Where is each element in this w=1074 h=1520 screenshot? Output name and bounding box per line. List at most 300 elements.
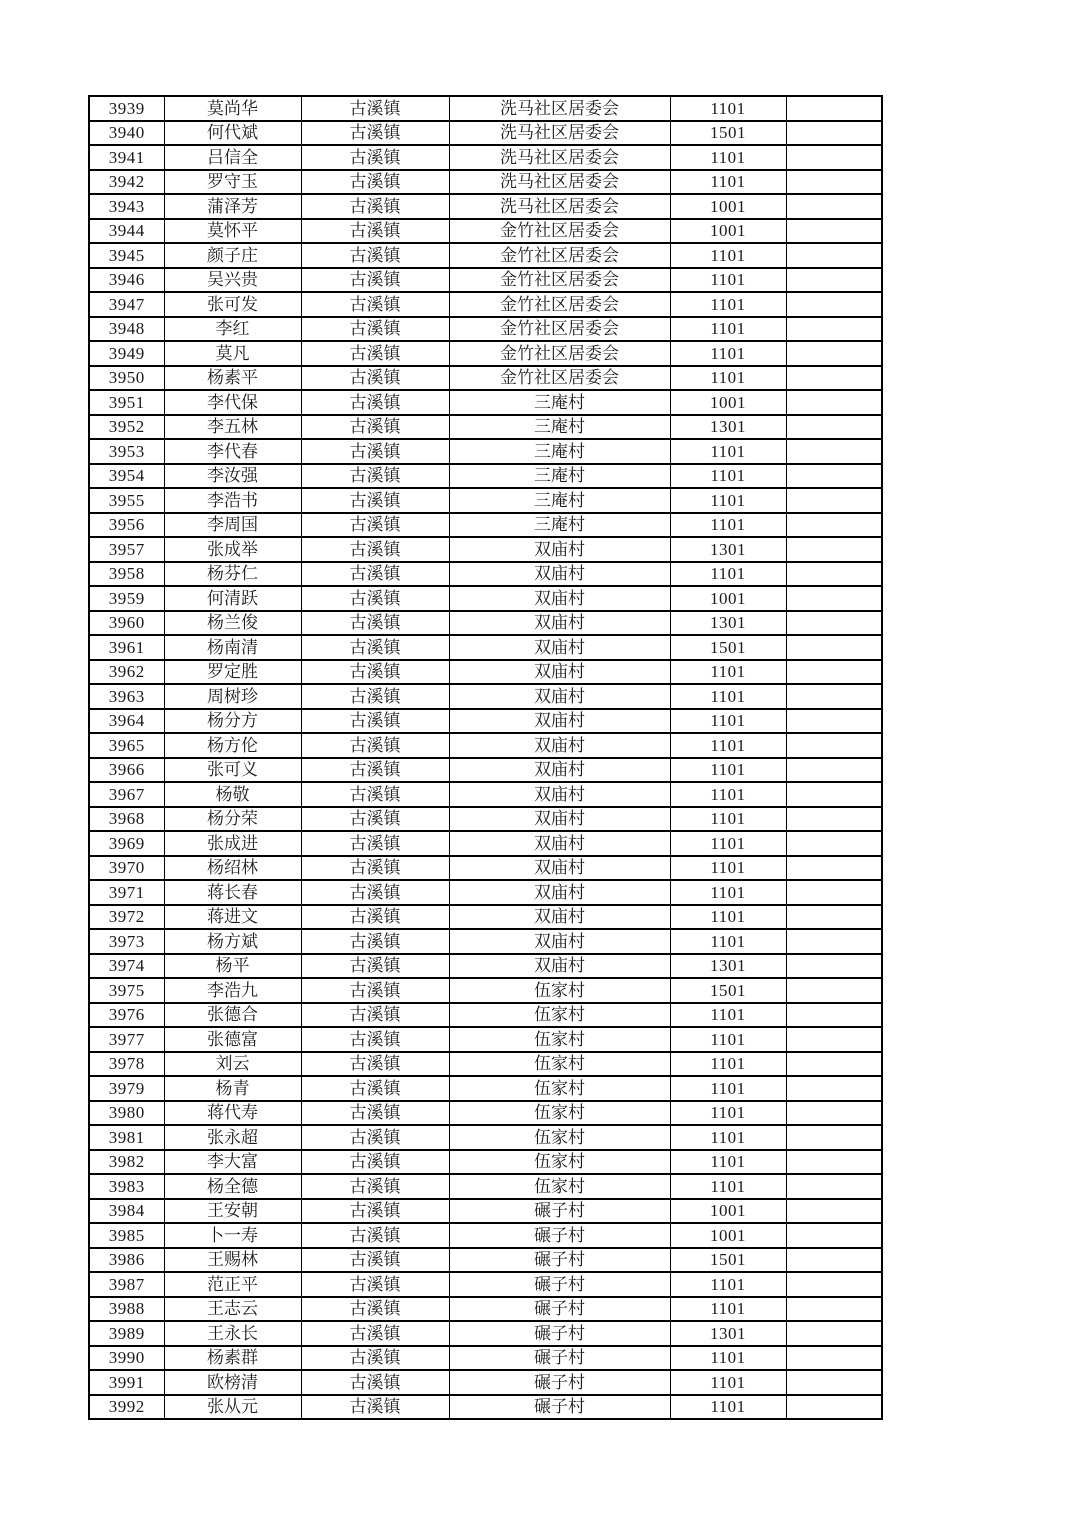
cell-serial: 3985 [89, 1223, 164, 1248]
cell-town: 古溪镇 [301, 219, 449, 244]
cell-code: 1101 [670, 831, 786, 856]
cell-village: 双庙村 [449, 782, 670, 807]
cell-serial: 3989 [89, 1321, 164, 1346]
cell-town: 古溪镇 [301, 1101, 449, 1126]
cell-code: 1101 [670, 1174, 786, 1199]
cell-serial: 3959 [89, 586, 164, 611]
cell-code: 1101 [670, 96, 786, 121]
cell-village: 金竹社区居委会 [449, 317, 670, 342]
cell-serial: 3947 [89, 292, 164, 317]
cell-town: 古溪镇 [301, 390, 449, 415]
cell-name: 李浩九 [164, 978, 301, 1003]
cell-village: 三庵村 [449, 390, 670, 415]
cell-remark [786, 611, 882, 636]
table-row [89, 219, 882, 244]
cell-village: 三庵村 [449, 488, 670, 513]
cell-town: 古溪镇 [301, 807, 449, 832]
cell-town: 古溪镇 [301, 856, 449, 881]
cell-town: 古溪镇 [301, 611, 449, 636]
cell-serial: 3963 [89, 684, 164, 709]
cell-code: 1301 [670, 415, 786, 440]
cell-remark [786, 1076, 882, 1101]
cell-town: 古溪镇 [301, 1321, 449, 1346]
cell-serial: 3946 [89, 268, 164, 293]
cell-remark [786, 194, 882, 219]
table-row [89, 1003, 882, 1028]
cell-town: 古溪镇 [301, 121, 449, 146]
cell-code: 1101 [670, 1101, 786, 1126]
cell-code: 1101 [670, 1052, 786, 1077]
cell-village: 双庙村 [449, 880, 670, 905]
cell-remark [786, 317, 882, 342]
cell-village: 双庙村 [449, 856, 670, 881]
cell-code: 1301 [670, 611, 786, 636]
cell-remark [786, 1125, 882, 1150]
cell-code: 1101 [670, 1297, 786, 1322]
cell-code: 1001 [670, 194, 786, 219]
cell-serial: 3949 [89, 341, 164, 366]
cell-village: 双庙村 [449, 733, 670, 758]
cell-name: 蒋进文 [164, 905, 301, 930]
cell-code: 1101 [670, 464, 786, 489]
cell-town: 古溪镇 [301, 1076, 449, 1101]
cell-remark [786, 831, 882, 856]
cell-serial: 3968 [89, 807, 164, 832]
cell-serial: 3982 [89, 1150, 164, 1175]
cell-village: 双庙村 [449, 660, 670, 685]
cell-village: 洗马社区居委会 [449, 170, 670, 195]
cell-serial: 3971 [89, 880, 164, 905]
cell-name: 何代斌 [164, 121, 301, 146]
cell-village: 洗马社区居委会 [449, 96, 670, 121]
cell-name: 罗守玉 [164, 170, 301, 195]
cell-code: 1501 [670, 635, 786, 660]
table-row [89, 1125, 882, 1150]
cell-code: 1501 [670, 978, 786, 1003]
table-row [89, 268, 882, 293]
cell-town: 古溪镇 [301, 684, 449, 709]
cell-code: 1101 [670, 1272, 786, 1297]
cell-name: 莫凡 [164, 341, 301, 366]
cell-code: 1101 [670, 1150, 786, 1175]
table-row [89, 96, 882, 121]
cell-remark [786, 464, 882, 489]
cell-remark [786, 170, 882, 195]
cell-name: 范正平 [164, 1272, 301, 1297]
cell-serial: 3965 [89, 733, 164, 758]
cell-serial: 3981 [89, 1125, 164, 1150]
table-row [89, 415, 882, 440]
cell-town: 古溪镇 [301, 782, 449, 807]
table-row [89, 292, 882, 317]
table-row [89, 341, 882, 366]
cell-serial: 3944 [89, 219, 164, 244]
cell-serial: 3941 [89, 145, 164, 170]
table-row [89, 1076, 882, 1101]
cell-code: 1101 [670, 243, 786, 268]
table-row [89, 562, 882, 587]
cell-village: 碾子村 [449, 1297, 670, 1322]
cell-town: 古溪镇 [301, 243, 449, 268]
cell-name: 杨方伦 [164, 733, 301, 758]
table-row [89, 1321, 882, 1346]
cell-serial: 3984 [89, 1199, 164, 1224]
cell-serial: 3952 [89, 415, 164, 440]
cell-name: 吴兴贵 [164, 268, 301, 293]
cell-code: 1001 [670, 1199, 786, 1224]
cell-remark [786, 1248, 882, 1273]
cell-town: 古溪镇 [301, 562, 449, 587]
cell-name: 杨青 [164, 1076, 301, 1101]
roster-table-body [89, 96, 882, 1419]
cell-name: 李代保 [164, 390, 301, 415]
cell-village: 三庵村 [449, 415, 670, 440]
cell-town: 古溪镇 [301, 464, 449, 489]
cell-town: 古溪镇 [301, 586, 449, 611]
cell-village: 伍家村 [449, 1003, 670, 1028]
table-row [89, 733, 882, 758]
cell-remark [786, 415, 882, 440]
table-row [89, 1223, 882, 1248]
cell-village: 洗马社区居委会 [449, 145, 670, 170]
cell-village: 伍家村 [449, 1076, 670, 1101]
cell-remark [786, 1199, 882, 1224]
cell-town: 古溪镇 [301, 758, 449, 783]
table-row [89, 1370, 882, 1395]
cell-village: 洗马社区居委会 [449, 194, 670, 219]
table-row [89, 366, 882, 391]
cell-code: 1001 [670, 219, 786, 244]
table-row [89, 243, 882, 268]
cell-town: 古溪镇 [301, 954, 449, 979]
cell-serial: 3956 [89, 513, 164, 538]
cell-serial: 3967 [89, 782, 164, 807]
table-row [89, 513, 882, 538]
cell-town: 古溪镇 [301, 292, 449, 317]
cell-remark [786, 807, 882, 832]
table-row [89, 488, 882, 513]
cell-code: 1101 [670, 513, 786, 538]
cell-town: 古溪镇 [301, 96, 449, 121]
table-row [89, 1174, 882, 1199]
cell-name: 罗定胜 [164, 660, 301, 685]
table-row [89, 635, 882, 660]
cell-serial: 3975 [89, 978, 164, 1003]
cell-code: 1301 [670, 1321, 786, 1346]
cell-serial: 3957 [89, 537, 164, 562]
cell-town: 古溪镇 [301, 341, 449, 366]
cell-code: 1101 [670, 905, 786, 930]
table-row [89, 880, 882, 905]
roster-table [88, 95, 883, 1420]
cell-name: 王志云 [164, 1297, 301, 1322]
cell-serial: 3988 [89, 1297, 164, 1322]
cell-serial: 3992 [89, 1395, 164, 1420]
table-row [89, 1272, 882, 1297]
cell-remark [786, 1174, 882, 1199]
cell-town: 古溪镇 [301, 170, 449, 195]
cell-remark [786, 1321, 882, 1346]
cell-name: 蒋长春 [164, 880, 301, 905]
cell-village: 双庙村 [449, 562, 670, 587]
cell-remark [786, 537, 882, 562]
table-row [89, 170, 882, 195]
cell-name: 杨全德 [164, 1174, 301, 1199]
cell-name: 张德合 [164, 1003, 301, 1028]
cell-remark [786, 341, 882, 366]
cell-remark [786, 366, 882, 391]
table-row [89, 439, 882, 464]
cell-village: 双庙村 [449, 954, 670, 979]
cell-name: 张可义 [164, 758, 301, 783]
cell-village: 三庵村 [449, 464, 670, 489]
cell-name: 张可发 [164, 292, 301, 317]
cell-remark [786, 1272, 882, 1297]
cell-town: 古溪镇 [301, 831, 449, 856]
cell-code: 1501 [670, 1248, 786, 1273]
cell-remark [786, 1027, 882, 1052]
cell-remark [786, 905, 882, 930]
cell-code: 1101 [670, 1125, 786, 1150]
cell-serial: 3986 [89, 1248, 164, 1273]
cell-serial: 3987 [89, 1272, 164, 1297]
cell-code: 1101 [670, 1346, 786, 1371]
cell-code: 1001 [670, 1223, 786, 1248]
cell-serial: 3945 [89, 243, 164, 268]
cell-code: 1101 [670, 733, 786, 758]
cell-remark [786, 733, 882, 758]
cell-town: 古溪镇 [301, 929, 449, 954]
cell-village: 洗马社区居委会 [449, 121, 670, 146]
cell-remark [786, 513, 882, 538]
cell-town: 古溪镇 [301, 145, 449, 170]
cell-village: 碾子村 [449, 1199, 670, 1224]
cell-village: 伍家村 [449, 1150, 670, 1175]
table-row [89, 1027, 882, 1052]
cell-name: 杨南清 [164, 635, 301, 660]
cell-code: 1101 [670, 880, 786, 905]
cell-town: 古溪镇 [301, 1174, 449, 1199]
cell-village: 碾子村 [449, 1223, 670, 1248]
table-row [89, 684, 882, 709]
cell-name: 杨分荣 [164, 807, 301, 832]
cell-code: 1101 [670, 1076, 786, 1101]
cell-town: 古溪镇 [301, 1125, 449, 1150]
cell-serial: 3953 [89, 439, 164, 464]
cell-remark [786, 488, 882, 513]
cell-code: 1101 [670, 562, 786, 587]
cell-name: 杨方斌 [164, 929, 301, 954]
cell-name: 卜一寿 [164, 1223, 301, 1248]
cell-name: 王赐林 [164, 1248, 301, 1273]
cell-name: 欧榜清 [164, 1370, 301, 1395]
cell-code: 1501 [670, 121, 786, 146]
cell-name: 张成举 [164, 537, 301, 562]
cell-town: 古溪镇 [301, 905, 449, 930]
cell-name: 李红 [164, 317, 301, 342]
cell-town: 古溪镇 [301, 635, 449, 660]
cell-name: 吕信全 [164, 145, 301, 170]
table-row [89, 464, 882, 489]
table-row [89, 317, 882, 342]
cell-name: 王安朝 [164, 1199, 301, 1224]
table-row [89, 145, 882, 170]
cell-town: 古溪镇 [301, 415, 449, 440]
cell-village: 碾子村 [449, 1346, 670, 1371]
table-row [89, 586, 882, 611]
cell-remark [786, 96, 882, 121]
cell-village: 碾子村 [449, 1248, 670, 1273]
cell-remark [786, 660, 882, 685]
cell-town: 古溪镇 [301, 1272, 449, 1297]
cell-code: 1101 [670, 807, 786, 832]
cell-code: 1101 [670, 366, 786, 391]
cell-serial: 3966 [89, 758, 164, 783]
cell-town: 古溪镇 [301, 317, 449, 342]
cell-code: 1101 [670, 1003, 786, 1028]
cell-village: 双庙村 [449, 709, 670, 734]
cell-town: 古溪镇 [301, 1223, 449, 1248]
table-row [89, 831, 882, 856]
cell-town: 古溪镇 [301, 1346, 449, 1371]
cell-serial: 3955 [89, 488, 164, 513]
cell-name: 张成进 [164, 831, 301, 856]
cell-town: 古溪镇 [301, 1297, 449, 1322]
cell-village: 碾子村 [449, 1395, 670, 1420]
cell-remark [786, 1297, 882, 1322]
table-row [89, 390, 882, 415]
cell-remark [786, 635, 882, 660]
table-row [89, 954, 882, 979]
cell-town: 古溪镇 [301, 1370, 449, 1395]
cell-town: 古溪镇 [301, 513, 449, 538]
cell-remark [786, 758, 882, 783]
cell-serial: 3948 [89, 317, 164, 342]
cell-name: 莫怀平 [164, 219, 301, 244]
cell-remark [786, 390, 882, 415]
cell-town: 古溪镇 [301, 978, 449, 1003]
cell-remark [786, 1223, 882, 1248]
cell-remark [786, 1150, 882, 1175]
cell-code: 1101 [670, 684, 786, 709]
cell-town: 古溪镇 [301, 366, 449, 391]
table-row [89, 758, 882, 783]
table-row [89, 1150, 882, 1175]
cell-name: 张从元 [164, 1395, 301, 1420]
cell-name: 杨芬仁 [164, 562, 301, 587]
cell-serial: 3958 [89, 562, 164, 587]
cell-serial: 3991 [89, 1370, 164, 1395]
cell-code: 1101 [670, 1395, 786, 1420]
cell-name: 李周国 [164, 513, 301, 538]
cell-serial: 3964 [89, 709, 164, 734]
cell-code: 1101 [670, 488, 786, 513]
cell-village: 金竹社区居委会 [449, 341, 670, 366]
table-row [89, 1346, 882, 1371]
cell-name: 杨素群 [164, 1346, 301, 1371]
cell-name: 莫尚华 [164, 96, 301, 121]
cell-name: 颜子庄 [164, 243, 301, 268]
cell-remark [786, 1101, 882, 1126]
cell-remark [786, 1346, 882, 1371]
cell-code: 1101 [670, 660, 786, 685]
cell-village: 金竹社区居委会 [449, 219, 670, 244]
cell-town: 古溪镇 [301, 488, 449, 513]
cell-name: 周树珍 [164, 684, 301, 709]
cell-remark [786, 929, 882, 954]
cell-village: 伍家村 [449, 1174, 670, 1199]
cell-code: 1101 [670, 170, 786, 195]
table-row [89, 660, 882, 685]
cell-serial: 3979 [89, 1076, 164, 1101]
cell-name: 杨素平 [164, 366, 301, 391]
cell-remark [786, 954, 882, 979]
cell-serial: 3973 [89, 929, 164, 954]
cell-name: 杨绍林 [164, 856, 301, 881]
cell-village: 伍家村 [449, 1101, 670, 1126]
cell-village: 双庙村 [449, 586, 670, 611]
cell-serial: 3980 [89, 1101, 164, 1126]
cell-serial: 3939 [89, 96, 164, 121]
cell-serial: 3990 [89, 1346, 164, 1371]
cell-remark [786, 856, 882, 881]
cell-remark [786, 219, 882, 244]
cell-town: 古溪镇 [301, 880, 449, 905]
cell-serial: 3940 [89, 121, 164, 146]
cell-remark [786, 292, 882, 317]
cell-remark [786, 684, 882, 709]
cell-village: 双庙村 [449, 905, 670, 930]
cell-code: 1301 [670, 537, 786, 562]
cell-village: 金竹社区居委会 [449, 366, 670, 391]
cell-town: 古溪镇 [301, 733, 449, 758]
table-row [89, 807, 882, 832]
cell-remark [786, 1370, 882, 1395]
table-row [89, 1052, 882, 1077]
cell-town: 古溪镇 [301, 439, 449, 464]
cell-town: 古溪镇 [301, 709, 449, 734]
table-row [89, 1395, 882, 1420]
cell-remark [786, 1395, 882, 1420]
cell-name: 刘云 [164, 1052, 301, 1077]
cell-code: 1101 [670, 709, 786, 734]
cell-remark [786, 562, 882, 587]
cell-village: 双庙村 [449, 758, 670, 783]
cell-town: 古溪镇 [301, 194, 449, 219]
cell-village: 双庙村 [449, 537, 670, 562]
cell-serial: 3954 [89, 464, 164, 489]
cell-name: 张永超 [164, 1125, 301, 1150]
cell-village: 双庙村 [449, 635, 670, 660]
cell-code: 1101 [670, 268, 786, 293]
cell-name: 杨兰俊 [164, 611, 301, 636]
cell-village: 双庙村 [449, 807, 670, 832]
table-row [89, 782, 882, 807]
cell-village: 伍家村 [449, 1125, 670, 1150]
cell-name: 杨敬 [164, 782, 301, 807]
cell-code: 1101 [670, 341, 786, 366]
cell-serial: 3972 [89, 905, 164, 930]
cell-remark [786, 1052, 882, 1077]
cell-remark [786, 978, 882, 1003]
cell-code: 1001 [670, 390, 786, 415]
cell-name: 杨平 [164, 954, 301, 979]
cell-village: 碾子村 [449, 1370, 670, 1395]
cell-code: 1101 [670, 929, 786, 954]
cell-village: 三庵村 [449, 513, 670, 538]
cell-code: 1301 [670, 954, 786, 979]
cell-remark [786, 782, 882, 807]
